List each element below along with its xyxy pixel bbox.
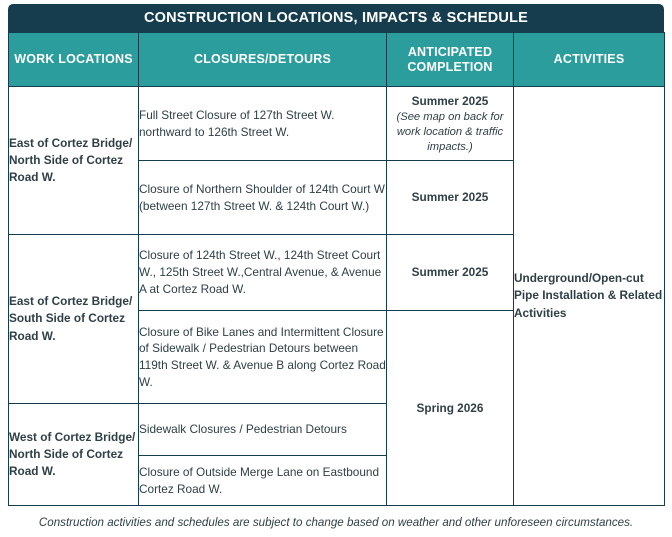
table-title-bar: CONSTRUCTION LOCATIONS, IMPACTS & SCHEDULE	[8, 4, 664, 32]
closure-detour-row-4: Closure of Bike Lanes and Intermittent Closure of Sidewalk / Pedestrian Detours between 119th Street W. & Avenue B along Cortez Road W.	[139, 311, 387, 404]
closure-detour-row-6: Closure of Outside Merge Lane on Eastbound Cortez Road W.	[139, 456, 387, 506]
work-location-west-north: West of Cortez Bridge/ North Side of Cortez Road W.	[9, 404, 139, 506]
closure-detour-row-5: Sidewalk Closures / Pedestrian Detours	[139, 404, 387, 456]
work-location-east-south: East of Cortez Bridge/ South Side of Cortez Road W.	[9, 235, 139, 404]
table-body	[9, 87, 665, 506]
completion-rows-4-6: Spring 2026	[387, 311, 514, 506]
closure-detour-row-2: Closure of Northern Shoulder of 124th Court W (between 127th Street W. & 124th Court W.)	[139, 161, 387, 235]
table-header	[9, 33, 665, 87]
completion-row-1-note: (See map on back for work location & traffic impacts.)	[396, 111, 504, 153]
closure-detour-row-1: Full Street Closure of 127th Street W. northward to 126th Street W.	[139, 87, 387, 161]
column-header-anticipated-completion: ANTICIPATED COMPLETION	[387, 33, 514, 87]
completion-row-1-value: Summer 2025	[411, 93, 489, 108]
table-footnote: Construction activities and schedules are subject to change based on weather and other unforeseen circumstances.	[38, 516, 634, 529]
completion-row-2: Summer 2025	[387, 161, 514, 235]
construction-schedule-table	[8, 32, 665, 506]
closure-detour-row-3: Closure of 124th Street W., 124th Street Court W., 125th Street W.,Central Avenue, & Avenue A at Cortez Road W.	[139, 235, 387, 311]
column-header-activities: ACTIVITIES	[514, 33, 665, 87]
completion-row-3: Summer 2025	[387, 235, 514, 311]
work-location-east-north: East of Cortez Bridge/ North Side of Cortez Road W.	[9, 87, 139, 235]
column-header-work-locations: WORK LOCATIONS	[9, 33, 139, 87]
column-header-closures-detours: CLOSURES/DETOURS	[139, 33, 387, 87]
activities-cell: Underground/Open-cut Pipe Installation & Related Activities	[514, 87, 665, 506]
completion-row-1	[387, 87, 514, 161]
header-row	[9, 33, 665, 87]
table-row	[9, 87, 665, 161]
